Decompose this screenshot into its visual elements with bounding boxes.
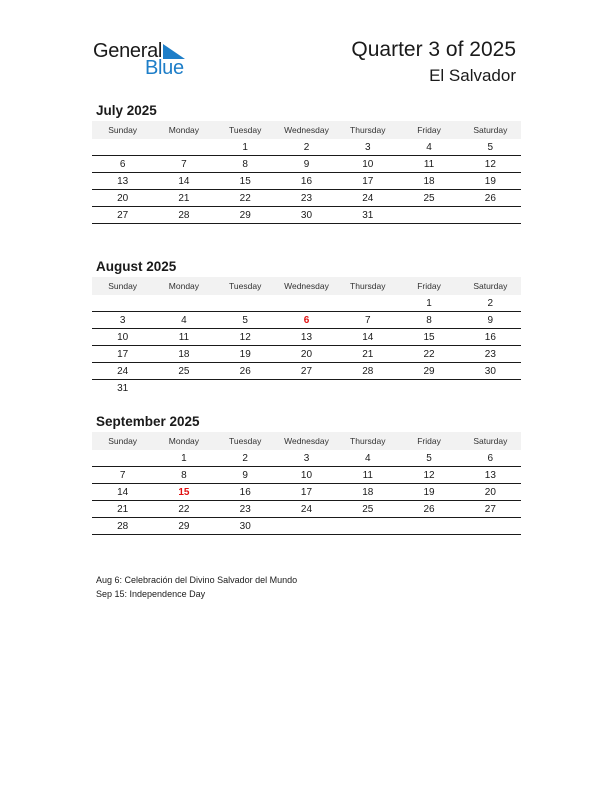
day-cell: 18 bbox=[423, 175, 435, 187]
day-cell: 18 bbox=[178, 348, 190, 360]
day-cell: 2 bbox=[487, 297, 494, 309]
day-cell: 10 bbox=[300, 469, 313, 481]
week-row bbox=[92, 295, 521, 312]
day-cell: 24 bbox=[362, 192, 374, 204]
day-cell: 11 bbox=[423, 158, 435, 170]
day-cell: 24 bbox=[300, 503, 313, 515]
country-name: El Salvador bbox=[429, 66, 516, 85]
week-row bbox=[92, 312, 521, 329]
day-cell: 19 bbox=[423, 486, 435, 498]
weekday-header bbox=[92, 277, 521, 295]
day-cell: 26 bbox=[484, 192, 496, 204]
day-cell: 6 bbox=[119, 158, 126, 170]
holiday-notes bbox=[96, 573, 297, 601]
day-cell: 23 bbox=[484, 348, 496, 360]
week-row bbox=[92, 501, 521, 518]
weekday-label: Tuesday bbox=[229, 125, 262, 135]
logo-text-general: General bbox=[93, 40, 163, 62]
day-cell: 3 bbox=[119, 314, 126, 326]
week-row bbox=[92, 518, 521, 535]
day-cell: 16 bbox=[484, 331, 496, 343]
holiday-note: Sep 15: Independence Day bbox=[96, 589, 206, 599]
month-title: July 2025 bbox=[96, 103, 157, 118]
day-cell: 29 bbox=[239, 209, 251, 221]
weekday-label: Tuesday bbox=[229, 281, 262, 291]
day-cell: 7 bbox=[119, 469, 126, 481]
day-cell: 27 bbox=[300, 365, 313, 377]
week-row bbox=[92, 156, 521, 173]
weekday-label: Monday bbox=[168, 281, 200, 291]
week-row bbox=[92, 346, 521, 363]
week-row bbox=[92, 450, 521, 467]
week-row bbox=[92, 363, 521, 380]
day-cell: 17 bbox=[117, 348, 129, 360]
day-cell: 20 bbox=[484, 486, 496, 498]
day-cell: 1 bbox=[181, 452, 187, 464]
day-cell: 1 bbox=[426, 297, 432, 309]
day-cell: 19 bbox=[239, 348, 251, 360]
day-cell: 30 bbox=[484, 365, 496, 377]
day-cell: 23 bbox=[239, 503, 251, 515]
week-row bbox=[92, 190, 521, 207]
weekday-label: Thursday bbox=[350, 125, 386, 135]
day-cell: 3 bbox=[364, 141, 371, 153]
weekday-label: Thursday bbox=[350, 436, 386, 446]
day-cell: 25 bbox=[178, 365, 190, 377]
day-cell: 15 bbox=[423, 331, 435, 343]
day-cell: 16 bbox=[300, 175, 313, 187]
day-cell: 7 bbox=[181, 158, 187, 170]
week-row bbox=[92, 380, 521, 397]
weekday-label: Monday bbox=[168, 125, 200, 135]
day-cell: 11 bbox=[362, 469, 373, 481]
day-cell: 10 bbox=[117, 331, 129, 343]
logo-text-blue: Blue bbox=[145, 57, 184, 79]
weekday-label: Saturday bbox=[473, 125, 508, 135]
day-cell: 12 bbox=[239, 331, 251, 343]
day-cell: 22 bbox=[423, 348, 435, 360]
day-cell: 11 bbox=[178, 331, 190, 343]
weekday-label: Sunday bbox=[108, 436, 138, 446]
day-cell: 16 bbox=[239, 486, 251, 498]
holiday-note: Aug 6: Celebración del Divino Salvador del Mundo bbox=[96, 575, 298, 585]
month-august bbox=[92, 257, 521, 397]
day-cell: 22 bbox=[239, 192, 251, 204]
day-cell: 17 bbox=[362, 175, 374, 187]
day-cell: 19 bbox=[484, 175, 496, 187]
weekday-label: Friday bbox=[417, 281, 441, 291]
day-cell: 5 bbox=[242, 314, 248, 326]
week-row bbox=[92, 484, 521, 501]
day-cell: 25 bbox=[423, 192, 435, 204]
month-title: September 2025 bbox=[96, 414, 200, 429]
day-cell: 26 bbox=[423, 503, 435, 515]
week-row bbox=[92, 467, 521, 484]
day-cell: 10 bbox=[362, 158, 374, 170]
day-cell: 9 bbox=[303, 158, 310, 170]
day-cell: 21 bbox=[117, 503, 129, 515]
day-cell: 31 bbox=[362, 209, 374, 221]
day-cell: 15 bbox=[239, 175, 251, 187]
day-cell: 24 bbox=[117, 365, 129, 377]
day-cell: 17 bbox=[300, 486, 313, 498]
page-title: Quarter 3 of 2025 bbox=[351, 38, 516, 61]
holiday-day-cell: 6 bbox=[303, 314, 310, 326]
day-cell: 28 bbox=[178, 209, 190, 221]
day-cell: 13 bbox=[117, 175, 129, 187]
day-cell: 4 bbox=[364, 452, 371, 464]
day-cell: 14 bbox=[117, 486, 129, 498]
week-row bbox=[92, 139, 521, 156]
weekday-label: Wednesday bbox=[284, 436, 329, 446]
weekday-label: Monday bbox=[168, 436, 200, 446]
day-cell: 20 bbox=[117, 192, 129, 204]
day-cell: 12 bbox=[423, 469, 435, 481]
day-cell: 22 bbox=[178, 503, 190, 515]
day-cell: 8 bbox=[242, 158, 248, 170]
weekday-label: Wednesday bbox=[284, 125, 329, 135]
day-cell: 2 bbox=[242, 452, 248, 464]
week-row bbox=[92, 207, 521, 224]
month-title: August 2025 bbox=[96, 259, 177, 274]
weekday-label: Friday bbox=[417, 436, 441, 446]
day-cell: 3 bbox=[303, 452, 310, 464]
weekday-label: Sunday bbox=[108, 281, 138, 291]
weekday-header bbox=[92, 121, 521, 139]
day-cell: 28 bbox=[362, 365, 374, 377]
day-cell: 8 bbox=[181, 469, 187, 481]
weekday-label: Saturday bbox=[473, 281, 508, 291]
day-cell: 12 bbox=[484, 158, 496, 170]
day-cell: 20 bbox=[300, 348, 313, 360]
day-cell: 7 bbox=[364, 314, 371, 326]
day-cell: 28 bbox=[117, 520, 129, 532]
weekday-label: Tuesday bbox=[229, 436, 262, 446]
day-cell: 8 bbox=[426, 314, 432, 326]
holiday-day-cell: 15 bbox=[178, 486, 190, 498]
day-cell: 9 bbox=[242, 469, 248, 481]
day-cell: 1 bbox=[242, 141, 248, 153]
day-cell: 30 bbox=[239, 520, 251, 532]
day-cell: 29 bbox=[178, 520, 190, 532]
day-cell: 2 bbox=[303, 141, 310, 153]
day-cell: 13 bbox=[300, 331, 313, 343]
day-cell: 26 bbox=[239, 365, 251, 377]
day-cell: 23 bbox=[300, 192, 313, 204]
month-july bbox=[92, 101, 521, 224]
weekday-label: Thursday bbox=[350, 281, 386, 291]
day-cell: 5 bbox=[426, 452, 432, 464]
weekday-label: Wednesday bbox=[284, 281, 329, 291]
day-cell: 29 bbox=[423, 365, 435, 377]
day-cell: 31 bbox=[117, 383, 129, 394]
day-cell: 13 bbox=[484, 469, 496, 481]
weekday-label: Saturday bbox=[473, 436, 508, 446]
day-cell: 6 bbox=[487, 452, 494, 464]
week-row bbox=[92, 329, 521, 346]
week-row bbox=[92, 173, 521, 190]
weekday-header bbox=[92, 432, 521, 450]
day-cell: 21 bbox=[178, 192, 190, 204]
day-cell: 21 bbox=[362, 348, 374, 360]
day-cell: 4 bbox=[181, 314, 187, 326]
weekday-label: Friday bbox=[417, 125, 441, 135]
day-cell: 25 bbox=[362, 503, 374, 515]
day-cell: 18 bbox=[362, 486, 374, 498]
day-cell: 27 bbox=[117, 209, 129, 221]
day-cell: 14 bbox=[178, 175, 190, 187]
day-cell: 5 bbox=[487, 141, 494, 153]
day-cell: 30 bbox=[300, 209, 313, 221]
day-cell: 14 bbox=[362, 331, 374, 343]
generalblue-logo bbox=[93, 40, 193, 80]
day-cell: 27 bbox=[484, 503, 496, 515]
weekday-label: Sunday bbox=[108, 125, 138, 135]
month-september bbox=[92, 412, 521, 535]
day-cell: 9 bbox=[487, 314, 494, 326]
day-cell: 4 bbox=[426, 141, 432, 153]
